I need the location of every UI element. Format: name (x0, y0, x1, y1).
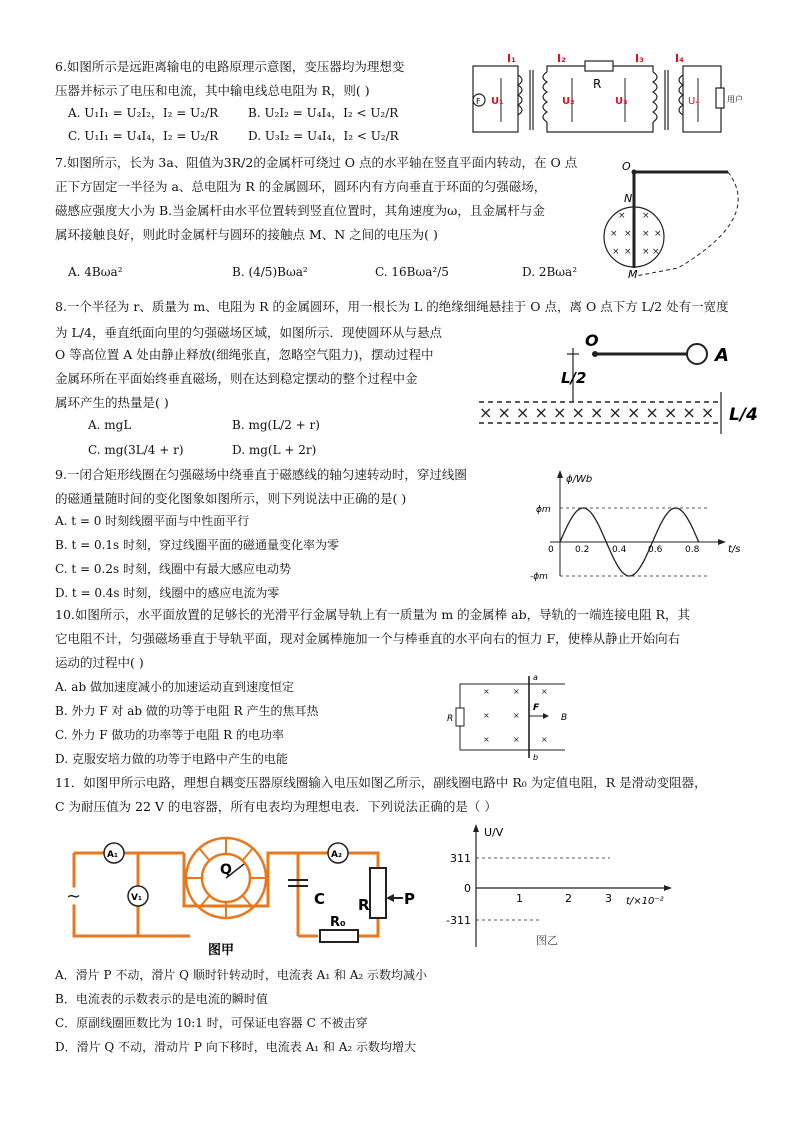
q6-label-u2: U₂ (562, 96, 575, 107)
q10-option-b: B. 外力 F 对 ab 做的功等于电阻 R 产生的焦耳热 (55, 704, 319, 718)
q6-option-d: D. U₃I₂ = U₄I₄，I₂ < U₂/R (248, 129, 399, 143)
q8-label-o: O (585, 331, 599, 350)
q11-option-c: C．原副线圈匝数比为 10:1 时，可保证电容器 C 不被击穿 (55, 1016, 368, 1030)
q11-option-a: A．滑片 P 不动，滑片 Q 顺时针转动时，电流表 A₁ 和 A₂ 示数均减小 (55, 968, 428, 982)
q10-stem-line3: 运动的过程中( ) (55, 655, 144, 670)
q7-option-d: D. 2Bωa² (522, 265, 578, 279)
q11-chart-ytick-top: 311 (450, 852, 471, 865)
q9-xtick-2: 0.4 (612, 545, 627, 555)
q11-figure-b-caption: 图乙 (536, 934, 558, 947)
svg-text:×: × (513, 711, 520, 720)
q7-stem-line2: 正下方固定一半径为 a、总电阻为 R 的金属圆环，圆环内有方向垂直于环面的匀强磁场， (55, 179, 547, 194)
svg-text:×: × (654, 229, 662, 239)
q11-label-a1: A₁ (107, 850, 118, 860)
q9-xtick-3: 0.6 (648, 545, 663, 555)
q11-label-r0: R₀ (330, 915, 346, 930)
q10-option-a: A. ab 做加速度减小的加速运动直到速度恒定 (55, 680, 294, 694)
q10-label-a: a (533, 673, 538, 682)
q6-option-c: C. U₁I₁ = U₄I₄，I₂ = U₂/R (68, 129, 219, 143)
q8-stem-line4: 金属环所在平面始终垂直磁场，则在达到稳定摆动的整个过程中金 (55, 371, 418, 386)
q11-chart-ytick-bottom: -311 (446, 914, 471, 927)
svg-text:×: × (483, 735, 490, 744)
q11-circuit-diagram (58, 818, 428, 958)
q10-stem-line2: 它电阻不计，匀强磁场垂直于导轨平面，现对金属棒施加一个与棒垂直的水平向右的恒力 F，使棒从静止开始向右 (55, 631, 681, 646)
q6-stem-line1: 6.如图所示是远距离输电的电路原理示意图，变压器均为理想变 (55, 59, 405, 74)
q11-chart-origin: 0 (464, 882, 471, 895)
svg-text:×: × (624, 247, 632, 257)
svg-text:×: × (612, 247, 620, 257)
svg-text:×: × (642, 229, 650, 239)
svg-text:×: × (541, 735, 548, 744)
q9-option-b: B. t = 0.1s 时刻，穿过线圈平面的磁通量变化率为零 (55, 538, 340, 552)
q11-label-a2: A₂ (331, 850, 342, 860)
q9-option-a: A. t = 0 时刻线圈平面与中性面平行 (55, 514, 250, 528)
q11-figure-a-caption: 图甲 (208, 943, 235, 958)
q9-ytick-max: ϕm (536, 505, 551, 515)
q7-option-c: C. 16Bωa²/5 (375, 265, 449, 279)
q6-label-r: R (593, 77, 602, 91)
q8-label-l2: L/2 (561, 369, 587, 387)
q6-label-u1: U₁ (491, 96, 504, 107)
q11-chart-xlabel: t/×10⁻² (626, 896, 664, 907)
q8-stem-line3: O 等高位置 A 处由静止释放(细绳张直，忽略空气阻力)，摆动过程中 (55, 347, 434, 362)
svg-text:∼: ∼ (66, 886, 82, 907)
q6-label-i3: I₃ (635, 52, 644, 65)
svg-text:×: × (541, 687, 548, 696)
q11-label-p: P (404, 890, 415, 908)
svg-text:×: × (513, 735, 520, 744)
q6-stem-line2: 压器并标示了电压和电流，其中输电线总电阻为 R，则( ) (55, 83, 370, 98)
q8-stem-line2: 为 L/4，垂直纸面向里的匀强磁场区域，如图所示．现使圆环从与悬点 (55, 325, 442, 340)
svg-text:×: × (483, 711, 490, 720)
q11-label-q: Q (220, 862, 232, 878)
q9-option-d: D. t = 0.4s 时刻，线圈中的感应电流为零 (55, 586, 280, 600)
q11-label-c: C (314, 890, 326, 908)
q9-ylabel: ϕ/Wb (566, 474, 593, 485)
q7-label-o: O (622, 160, 631, 173)
q10-rail-diagram (445, 672, 585, 762)
svg-text:×: × (513, 687, 520, 696)
svg-text:×: × (642, 211, 650, 221)
q10-option-c: C. 外力 F 做功的功率等于电阻 R 的电功率 (55, 728, 285, 742)
q6-label-user: 用户 (727, 95, 743, 104)
q6-option-a: A. U₁I₁ = U₂I₂，I₂ = U₂/R (68, 106, 219, 120)
svg-text:×: × (642, 247, 650, 257)
q11-option-d: D．滑片 Q 不动，滑动片 P 向下移时，电流表 A₁ 和 A₂ 示数均增大 (55, 1040, 417, 1054)
q7-option-b: B. (4/5)Bωa² (232, 265, 308, 279)
q8-option-b: B. mg(L/2 + r) (232, 418, 320, 432)
q7-rotating-rod-diagram (598, 158, 788, 283)
q7-stem-line4: 属环接触良好，则此时金属杆与圆环的接触点 M、N 之间的电压为( ) (55, 227, 438, 242)
q6-label-i4: I₄ (675, 52, 684, 65)
q9-stem-line1: 9.一闭合矩形线圈在匀强磁场中绕垂直于磁感线的轴匀速转动时，穿过线圈 (55, 467, 467, 482)
q8-label-l4: L/4 (729, 405, 758, 425)
q10-label-f: F (533, 703, 540, 713)
q7-stem-line1: 7.如图所示，长为 3a、阻值为3R/2的金属杆可绕过 O 点的水平轴在竖直平面内转动，在 O 点 (55, 155, 578, 170)
q6-label-u4: U₄ (688, 96, 700, 107)
q7-label-n: N (624, 192, 633, 205)
q6-label-f: F (476, 97, 481, 106)
q9-flux-chart (520, 466, 760, 586)
q11-voltage-chart (440, 822, 710, 952)
q11-chart-ylabel: U/V (484, 826, 504, 839)
q8-label-a: A (715, 345, 729, 366)
q10-label-b-end: b (533, 753, 539, 762)
q9-ytick-min: -ϕm (530, 572, 548, 582)
q11-option-b: B．电流表的示数表示的是电流的瞬时值 (55, 992, 268, 1006)
q10-stem-line1: 10.如图所示，水平面放置的足够长的光滑平行金属导轨上有一质量为 m 的金属棒 ab，导轨的一端连接电阻 R，其 (55, 607, 690, 622)
q8-stem-line1: 8.一个半径为 r、质量为 m、电阻为 R 的金属圆环，用一根长为 L 的绝缘细绳悬挂于 O 点，离 O 点下方 L/2 处有一宽度 (55, 299, 729, 314)
q9-xtick-4: 0.8 (685, 545, 700, 555)
q10-label-r: R (447, 714, 454, 724)
q10-label-b: B (561, 713, 568, 723)
q9-xtick-1: 0.2 (575, 545, 590, 555)
svg-text:× × × × × × × × × ×: × × × × × × × × × × × × × (479, 403, 715, 422)
q6-option-b: B. U₂I₂ = U₄I₄，I₂ < U₂/R (248, 106, 399, 120)
q11-chart-xtick-2: 2 (565, 892, 572, 905)
q8-option-a: A. mgL (88, 418, 132, 432)
svg-text:×: × (610, 229, 618, 239)
svg-text:×: × (652, 247, 660, 257)
q7-stem-line3: 磁感应强度大小为 B.当金属杆由水平位置转到竖直位置时，其角速度为ω，且金属杆与金 (55, 203, 545, 218)
q7-option-a: A. 4Bωa² (68, 265, 123, 279)
q6-label-u3: U₃ (615, 96, 628, 107)
q11-label-r: R (358, 896, 370, 914)
q8-pendulum-diagram (475, 330, 765, 440)
q9-option-c: C. t = 0.2s 时刻，线圈中有最大感应电动势 (55, 562, 291, 576)
q11-stem-line1: 11．如图甲所示电路，理想自耦变压器原线圈输入电压如图乙所示，副线圈电路中 R₀ 为定值电阻，R 是滑动变阻器， (55, 775, 707, 790)
q6-transmission-diagram (465, 50, 750, 150)
q8-option-c: C. mg(3L/4 + r) (88, 443, 184, 457)
svg-text:×: × (483, 687, 490, 696)
q8-stem-line5: 属环产生的热量是( ) (55, 395, 169, 410)
q11-label-v1: V₁ (131, 893, 142, 903)
q7-label-m: M (628, 268, 638, 281)
q11-chart-xtick-1: 1 (516, 892, 523, 905)
q9-stem-line2: 的磁通量随时间的变化图象如图所示，则下列说法中正确的是( ) (55, 491, 407, 506)
q6-label-i2: I₂ (557, 52, 566, 65)
q8-option-d: D. mg(L + 2r) (232, 443, 317, 457)
svg-text:×: × (618, 211, 626, 221)
q10-option-d: D. 克服安培力做的功等于电路中产生的电能 (55, 752, 288, 766)
q11-chart-xtick-3: 3 (605, 892, 612, 905)
svg-text:×: × (624, 229, 632, 239)
q6-label-i1: I₁ (507, 52, 516, 65)
q9-xlabel: t/s (728, 544, 741, 555)
q9-xtick-0: 0 (548, 545, 554, 555)
q11-stem-line2: C 为耐压值为 22 V 的电容器，所有电表均为理想电表．下列说法正确的是（ ） (55, 799, 497, 814)
